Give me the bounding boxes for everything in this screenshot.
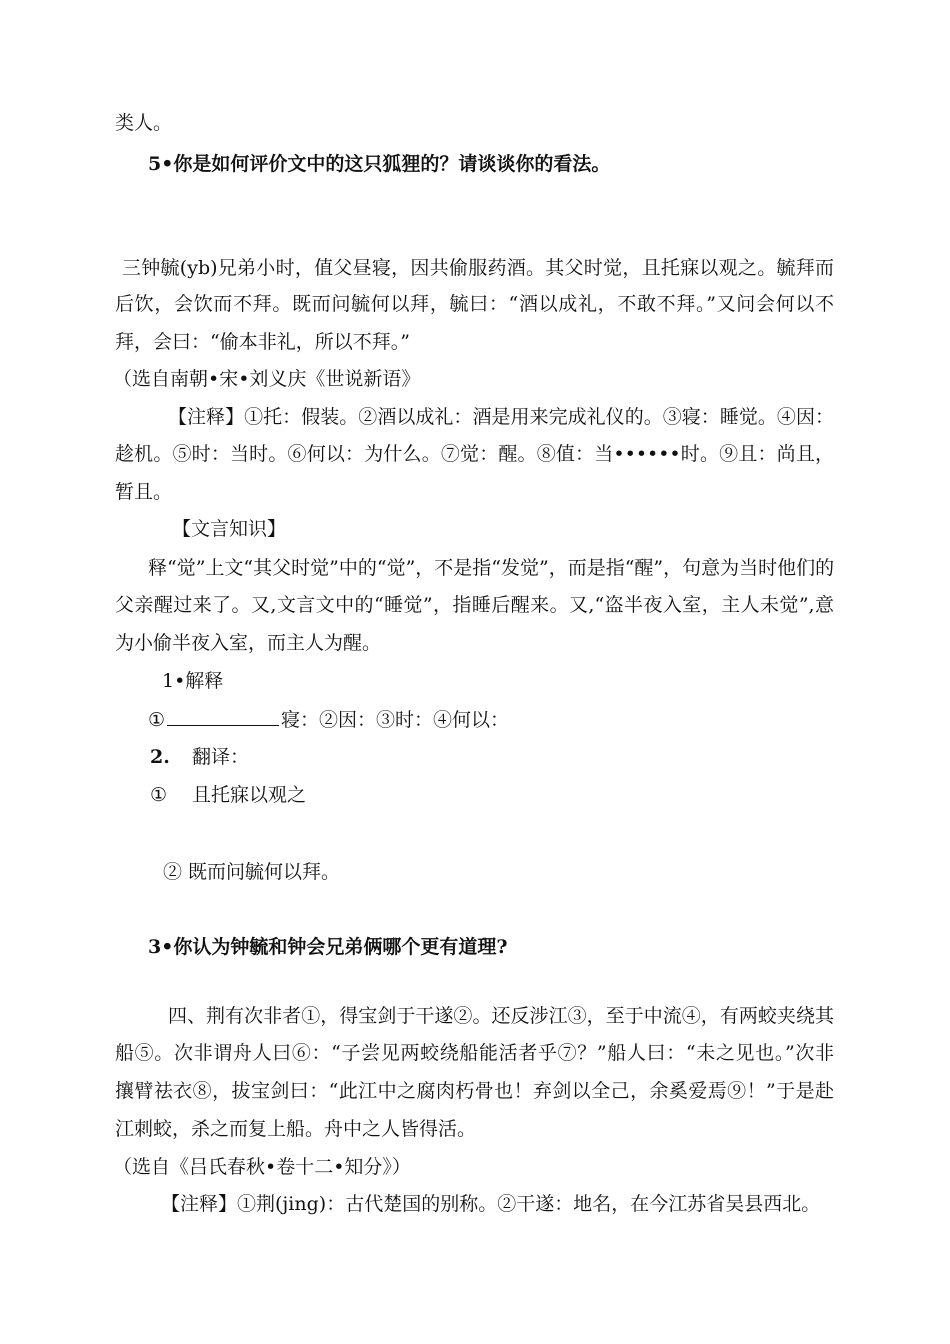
- question-5: 5•你是如何评价文中的这只狐狸的？请谈谈你的看法。: [148, 153, 611, 175]
- section-heading: 【文言知识】: [172, 518, 287, 540]
- passage-line: 江刺蛟，杀之而复上船。舟中之人皆得活。: [115, 1118, 477, 1140]
- annotation-line: 【注释】①托：假装。②酒以成礼：酒是用来完成礼仪的。③寝：睡觉。④因：: [168, 406, 834, 428]
- exercise-number: ①: [148, 709, 166, 731]
- annotation-line: 趁机。⑤时：当时。⑥何以：为什么。⑦觉：醒。⑧值：当••••••时。⑨且：尚且，: [115, 443, 834, 465]
- exercise-number: 2.: [150, 746, 170, 768]
- exercise-number: ①: [150, 784, 168, 806]
- passage-line: 四、荆有次非者①，得宝剑于干遂②。还反涉江③，至于中流④，有两蛟夹绕其: [168, 1005, 834, 1027]
- question-3: 3•你认为钟毓和钟会兄弟俩哪个更有道理?: [148, 936, 508, 958]
- passage-line: 三钟毓(yb)兄弟小时，值父昼寝，因共偷服药酒。其父时觉，且托寐以观之。毓拜而: [122, 257, 834, 279]
- exercise-heading: 翻译：: [192, 746, 250, 768]
- source-citation: （选自《吕氏春秋•卷十二•知分》）: [113, 1156, 411, 1178]
- exercise-heading: 1•解释: [162, 670, 224, 692]
- source-citation: （选自南朝•宋•刘义庆《世说新语》: [113, 368, 421, 390]
- annotation-line: 【注释】①荆(jing)：古代楚国的别称。②干遂：地名，在今江苏省吴县西北。: [161, 1193, 821, 1215]
- knowledge-line: 释“觉”上文“其父时觉”中的“觉”，不是指“发觉”，而是指“醒”，句意为当时他们的: [148, 557, 835, 579]
- text-line: 类人。: [115, 112, 173, 134]
- knowledge-line: 为小偷半夜入室，而主人为醒。: [115, 632, 382, 654]
- annotation-line: 暂且。: [115, 481, 173, 503]
- exercise-text: 寝：②因：③时：④何以：: [281, 709, 510, 731]
- knowledge-line: 父亲醒过来了。又,文言文中的“睡觉”，指睡后醒来。又,“盗半夜入室，主人未觉”,意: [115, 594, 834, 616]
- passage-line: 后饮，会饮而不拜。既而问毓何以拜，毓曰：“酒以成礼，不敢不拜。”又问会何以不: [115, 293, 834, 315]
- fill-blank[interactable]: [167, 707, 279, 726]
- passage-line: 攘臂祛衣⑧，拔宝剑曰：“此江中之腐肉朽骨也！弃剑以全己，余奚爱焉⑨！”于是赴: [115, 1080, 834, 1102]
- exercise-line: 且托寐以观之: [192, 784, 307, 806]
- exercise-line: [148, 707, 509, 732]
- passage-line: 船⑤。次非谓舟人曰⑥：“子尝见两蛟绕船能活者乎⑦？”船人曰：“未之见也。”次非: [115, 1042, 834, 1064]
- passage-line: 拜，会曰：“偷本非礼，所以不拜。”: [115, 331, 410, 353]
- exercise-line: ② 既而问毓何以拜。: [163, 861, 341, 883]
